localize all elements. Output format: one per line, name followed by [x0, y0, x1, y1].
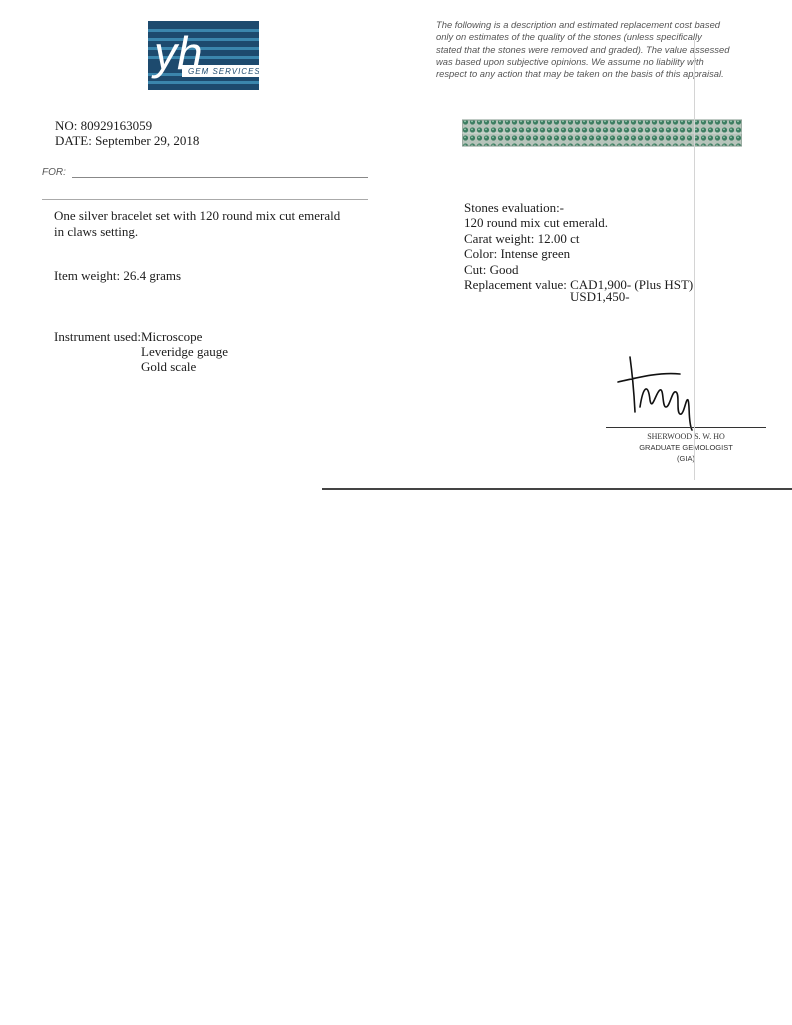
logo-graphic [148, 21, 259, 90]
disclaimer-text [436, 19, 776, 80]
logo-tagline: GEM SERVICES [188, 67, 259, 76]
disclaimer-line: The following is a description and estimated replacement cost based [436, 19, 721, 30]
for-label: FOR: [42, 167, 66, 178]
stones-carat: Carat weight: 12.00 ct [464, 230, 580, 246]
document-date: DATE: September 29, 2018 [55, 133, 200, 148]
bracelet-image [462, 118, 742, 148]
logo-initials: yh [154, 27, 203, 79]
disclaimer-line: respect to any action that may be taken on the basis of this appraisal. [436, 68, 724, 80]
stones-color: Color: Intense green [464, 246, 571, 262]
signer-name: SHERWOOD S. W. HO [647, 432, 725, 441]
instrument-item: Gold scale [141, 359, 197, 374]
item-description [54, 208, 364, 239]
signer-block [606, 431, 766, 464]
disclaimer-line: was based upon subjective opinions. We assume no liability with [436, 55, 704, 67]
replacement-value-usd: USD1,450- [570, 289, 630, 304]
bracelet-photo [462, 118, 742, 153]
instrument-list [141, 329, 228, 374]
company-logo [148, 21, 259, 90]
signer-credential: (GIA) [677, 454, 695, 463]
signer-title: GRADUATE GEMOLOGIST [639, 443, 733, 452]
instrument-item: Microscope [141, 329, 203, 344]
signature [610, 352, 710, 437]
stones-heading: Stones evaluation:- [464, 200, 565, 215]
for-underline [72, 177, 368, 178]
replacement-value: Replacement value: CAD1,900- (Plus HST) [464, 277, 694, 293]
stones-evaluation [464, 200, 764, 292]
instrument-label: Instrument used: [54, 329, 142, 344]
description-line: in claws setting. [54, 223, 139, 239]
page-bottom-rule [322, 488, 792, 490]
stones-cut: Cut: Good [464, 261, 519, 277]
disclaimer-line: stated that the stones were removed and graded). The value assessed [436, 43, 730, 55]
stones-count: 120 round mix cut emerald. [464, 215, 609, 231]
document-number: NO: 80929163059 [55, 118, 153, 133]
signature-line [606, 427, 766, 428]
fold-crease [694, 40, 695, 480]
divider [42, 199, 368, 200]
description-line: One silver bracelet set with 120 round mix cut emerald [54, 208, 341, 223]
disclaimer-line: only on estimates of the quality of the stones (unless specifically [436, 31, 702, 43]
item-weight: Item weight: 26.4 grams [54, 268, 182, 283]
instrument-item: Leveridge gauge [141, 344, 228, 359]
signature-graphic [610, 352, 710, 432]
